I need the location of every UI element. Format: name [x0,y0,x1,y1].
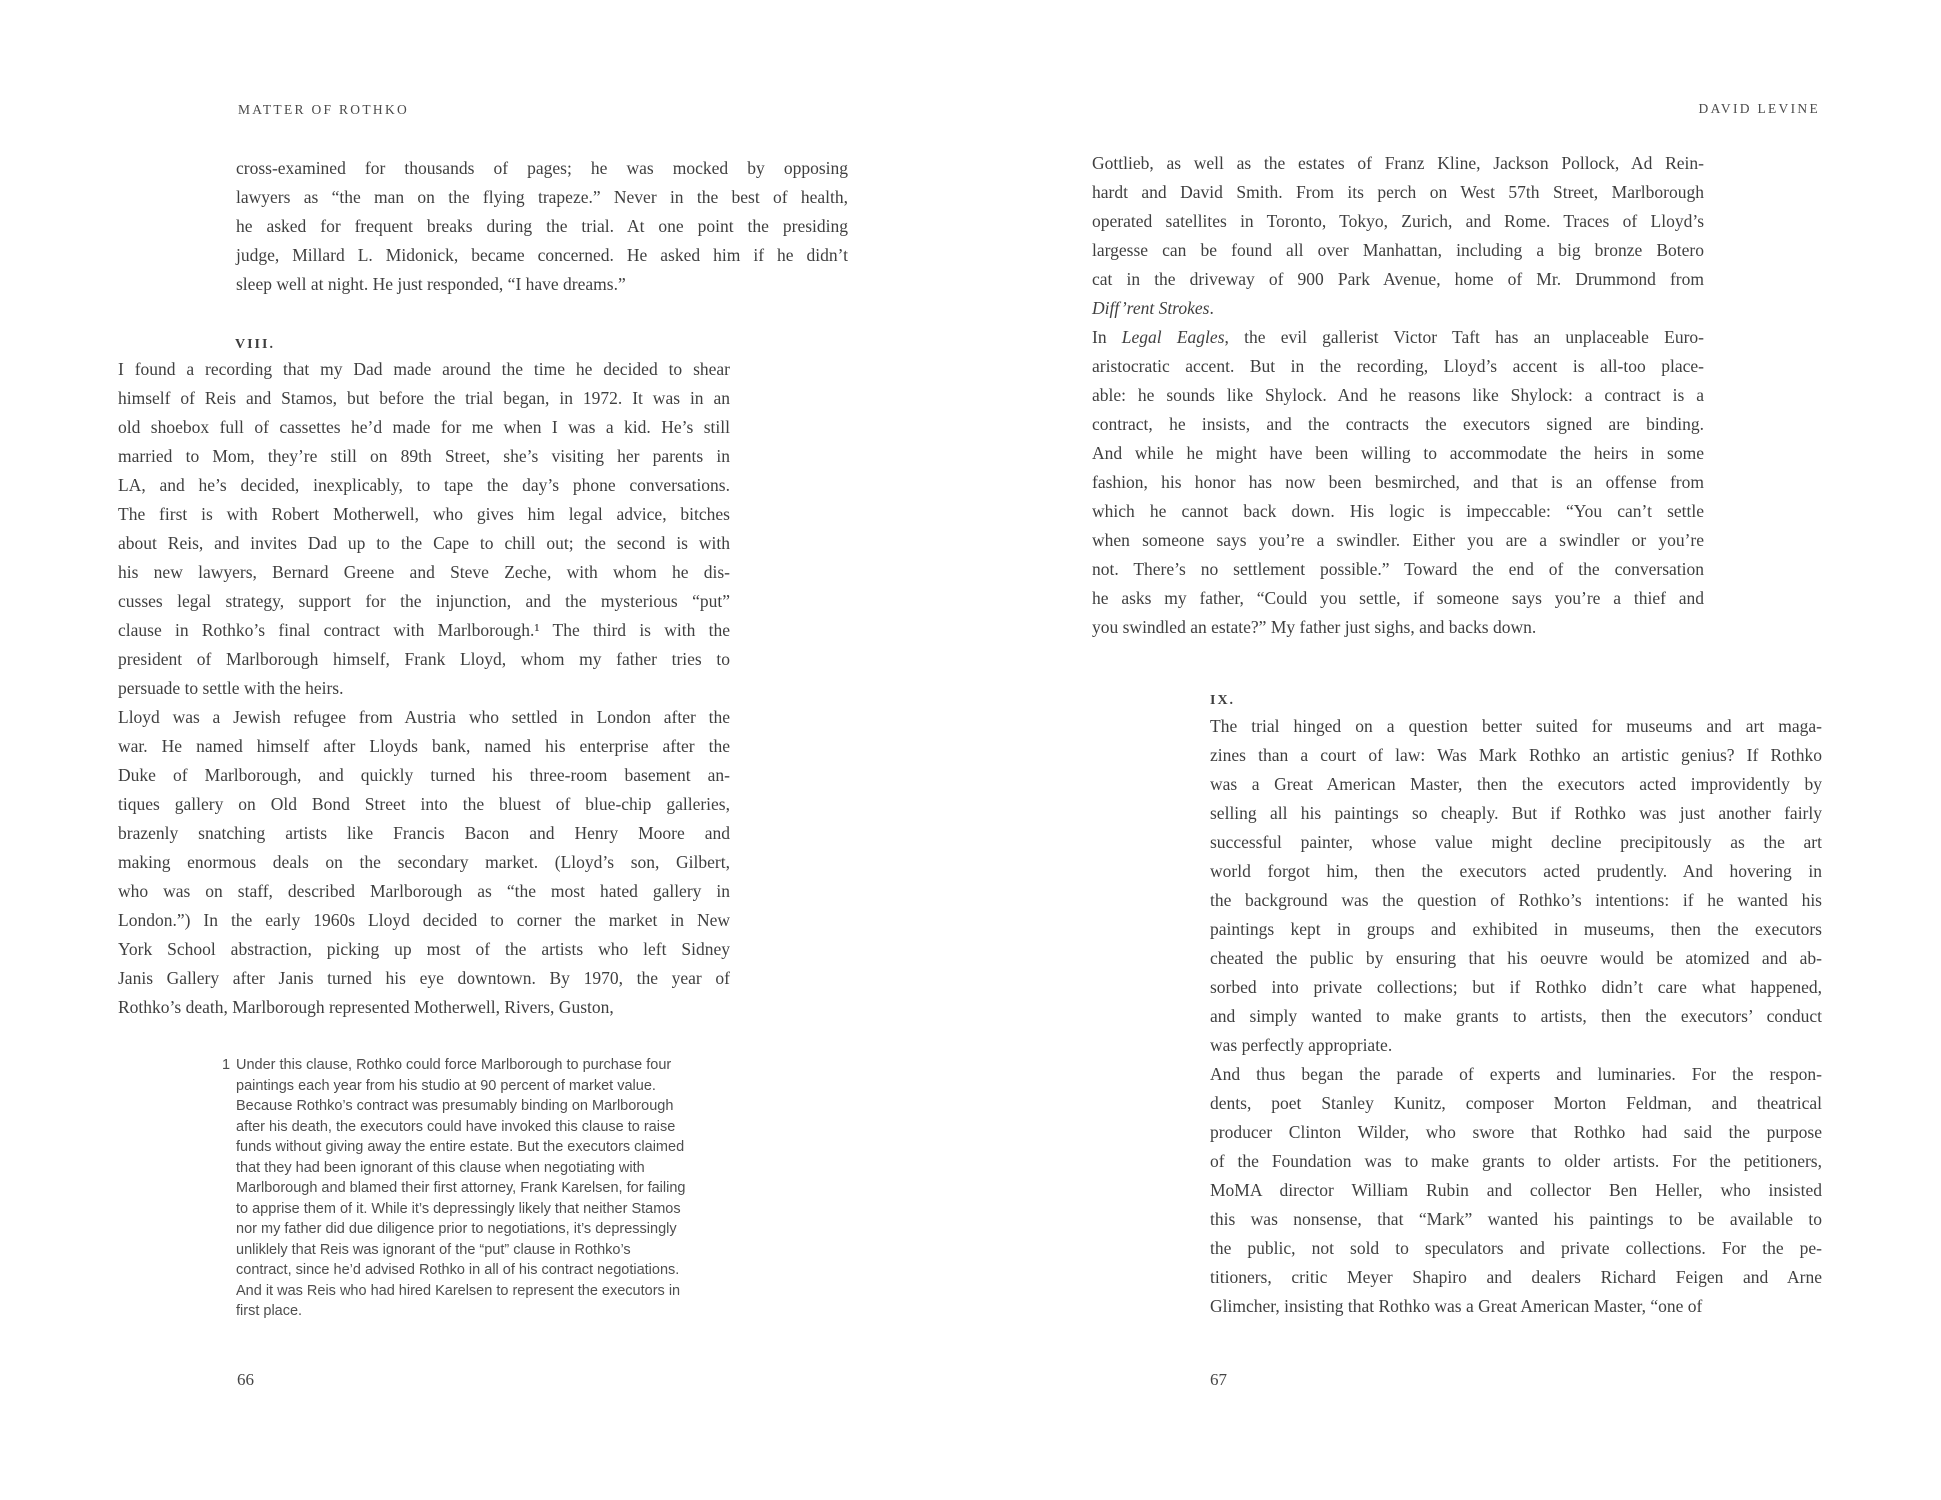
text-line: producer Clinton Wilder, who swore that Rothko had said the purpose [1210,1122,1822,1142]
text-line: he asks my father, “Could you settle, if someone says you’re a thief and [1092,588,1704,608]
page-number-right: 67 [1210,1370,1227,1389]
text-line: unliklely that Reis was ignorant of the “put” clause in Rothko’s [236,1241,631,1258]
text-line: of the Foundation was to make grants to older artists. For the petitioners, [1210,1151,1822,1171]
text-line: when someone says you’re a swindler. Either you are a swindler or you’re [1092,530,1704,550]
text-line: Marlborough and blamed their first attorney, Frank Karelsen, for failing [236,1180,686,1196]
text-line: paintings each year from his studio at 90 percent of market value. [236,1077,656,1094]
footnote-text [222,1055,782,1322]
text-line: aristocratic accent. But in the recording, Lloyd’s accent is all-too place- [1092,356,1704,376]
text-line: was a Great American Master, then the executors acted improvidently by [1210,774,1822,794]
text-line: he asked for frequent breaks during the trial. At one point the presiding [236,216,848,236]
text-line: you swindled an estate?” My father just sighs, and backs down. [1092,617,1537,637]
text-line: Glimcher, insisting that Rothko was a Great American Master, “one of [1210,1296,1703,1316]
text-line: cusses legal strategy, support for the injunction, and the mysterious “put” [118,591,730,611]
text-line: And thus began the parade of experts and luminaries. For the respon- [1210,1064,1822,1084]
running-head-left: MATTER OF ROTHKO [238,102,410,117]
text-line: brazenly snatching artists like Francis Bacon and Henry Moore and [118,823,730,843]
text-line: In Legal Eagles, the evil gallerist Victor Taft has an unplaceable Euro- [1092,327,1704,347]
text-line: persuade to settle with the heirs. [118,678,344,698]
page-number-left: 66 [237,1370,254,1389]
section-ix-body [1210,712,1822,1321]
text-line: Lloyd was a Jewish refugee from Austria who settled in London after the [118,707,730,727]
left-page [0,0,970,1500]
text-line: Janis Gallery after Janis turned his eye downtown. By 1970, the year of [118,968,730,988]
text-line: and simply wanted to make grants to artists, then the executors’ conduct [1210,1006,1822,1026]
text-line: clause in Rothko’s final contract with Marlborough.¹ The third is with the [118,620,730,640]
section-heading-ix: IX. [1210,693,1236,708]
text-line: the public, not sold to speculators and private collections. For the pe- [1210,1238,1822,1258]
text-line: world forgot him, then the executors acted prudently. And hovering in [1210,861,1822,881]
text-line: Because Rothko’s contract was presumably binding on Marlborough [236,1098,674,1114]
text-line: this was nonsense, that “Mark” wanted his paintings to be available to [1210,1209,1822,1229]
text-line: funds without giving away the entire estate. But the executors claimed [236,1139,685,1155]
text-line: lawyers as “the man on the flying trapeze.” Never in the best of health, [236,187,848,207]
right-page [970,0,1941,1500]
text-line: Diff’rent Strokes. [1092,298,1214,318]
text-line: married to Mom, they’re still on 89th Street, she’s visiting her parents in [118,446,730,466]
carryover-paragraph [236,154,848,299]
text-line: The first is with Robert Motherwell, who gives him legal advice, bitches [118,504,730,524]
footnote [222,1055,782,1322]
text-line: And it was Reis who had hired Karelsen to represent the executors in [236,1282,681,1299]
text-line: hardt and David Smith. From its perch on West 57th Street, Marlborough [1092,182,1704,202]
text-line: Duke of Marlborough, and quickly turned his three-room basement an- [118,765,730,785]
text-line: was perfectly appropriate. [1210,1035,1393,1055]
text-line: I found a recording that my Dad made around the time he decided to shear [118,359,730,379]
text-line: to apprise them of it. While it’s depressingly likely that neither Stamos [236,1200,681,1217]
text-line: war. He named himself after Lloyds bank, named his enterprise after the [118,736,730,756]
text-line: York School abstraction, picking up most of the artists who left Sidney [118,939,730,959]
text-line: not. There’s no settlement possible.” Toward the end of the conversation [1092,559,1704,579]
carryover-paragraphs [1092,149,1704,642]
text-line: Rothko’s death, Marlborough represented Motherwell, Rivers, Guston, [118,997,614,1017]
text-line: dents, poet Stanley Kunitz, composer Morton Feldman, and theatrical [1210,1093,1822,1113]
text-line: cheated the public by ensuring that his oeuvre would be atomized and ab- [1210,948,1822,968]
running-head-right: DAVID LEVINE [1698,101,1820,116]
footnote-marker: 1 [222,1057,231,1073]
section-viii-body [118,355,730,1022]
text-line: after his death, the executors could have invoked this clause to raise [236,1118,676,1135]
text-line: first place. [236,1303,303,1319]
text-line: selling all his paintings so cheaply. But if Rothko was just another fairly [1210,803,1822,823]
text-line: paintings kept in groups and exhibited in museums, then the executors [1210,919,1822,939]
text-line: contract, since he’d advised Rothko in all of his contract negotiations. [236,1262,680,1278]
text-line: successful painter, whose value might decline precipitously as the art [1210,832,1822,852]
text-line: making enormous deals on the secondary market. (Lloyd’s son, Gilbert, [118,852,730,872]
text-line: London.”) In the early 1960s Lloyd decided to corner the market in New [118,910,730,930]
text-line: zines than a court of law: Was Mark Rothko an artistic genius? If Rothko [1210,745,1822,765]
text-line: contract, he insists, and the contracts the executors signed are binding. [1092,414,1704,434]
text-line: tiques gallery on Old Bond Street into the bluest of blue-chip galleries, [118,794,730,814]
text-line: president of Marlborough himself, Frank Lloyd, whom my father tries to [118,649,730,669]
text-line: largesse can be found all over Manhattan, including a big bronze Botero [1092,240,1704,260]
text-line: nor my father did due diligence prior to negotiations, it’s depressingly [236,1221,677,1237]
text-line: judge, Millard L. Midonick, became concerned. He asked him if he didn’t [236,245,848,265]
text-line: who was on staff, described Marlborough as “the most hated gallery in [118,881,730,901]
text-line: himself of Reis and Stamos, but before the trial began, in 1972. It was in an [118,388,730,408]
text-line: his new lawyers, Bernard Greene and Steve Zeche, with whom he dis- [118,562,730,582]
text-line: Gottlieb, as well as the estates of Franz Kline, Jackson Pollock, Ad Rein- [1092,153,1704,173]
text-line: fashion, his honor has now been besmirched, and that is an offense from [1092,472,1704,492]
text-line: titioners, critic Meyer Shapiro and dealers Richard Feigen and Arne [1210,1267,1822,1287]
text-line: cat in the driveway of 900 Park Avenue, home of Mr. Drummond from [1092,269,1704,289]
text-line: LA, and he’s decided, inexplicably, to tape the day’s phone conversations. [118,475,730,495]
text-line: able: he sounds like Shylock. And he reasons like Shylock: a contract is a [1092,385,1704,405]
text-line: that they had been ignorant of this clause when negotiating with [236,1159,645,1176]
text-line: sleep well at night. He just responded, “I have dreams.” [236,274,626,294]
text-line: MoMA director William Rubin and collector Ben Heller, who insisted [1210,1180,1822,1200]
section-heading-viii: VIII. [235,337,275,352]
text-line: old shoebox full of cassettes he’d made for me when I was a kid. He’s still [118,417,730,437]
text-line: which he cannot back down. His logic is impeccable: “You can’t settle [1092,501,1704,521]
text-line: about Reis, and invites Dad up to the Cape to chill out; the second is with [118,533,730,553]
text-line: And while he might have been willing to accommodate the heirs in some [1092,443,1704,463]
text-line: cross-examined for thousands of pages; he was mocked by opposing [236,158,848,178]
text-line: operated satellites in Toronto, Tokyo, Zurich, and Rome. Traces of Lloyd’s [1092,211,1704,231]
text-line: sorbed into private collections; but if Rothko didn’t care what happened, [1210,977,1822,997]
text-line: Under this clause, Rothko could force Marlborough to purchase four [236,1057,672,1073]
text-line: The trial hinged on a question better suited for museums and art maga- [1210,716,1822,736]
text-line: the background was the question of Rothko’s intentions: if he wanted his [1210,890,1822,910]
